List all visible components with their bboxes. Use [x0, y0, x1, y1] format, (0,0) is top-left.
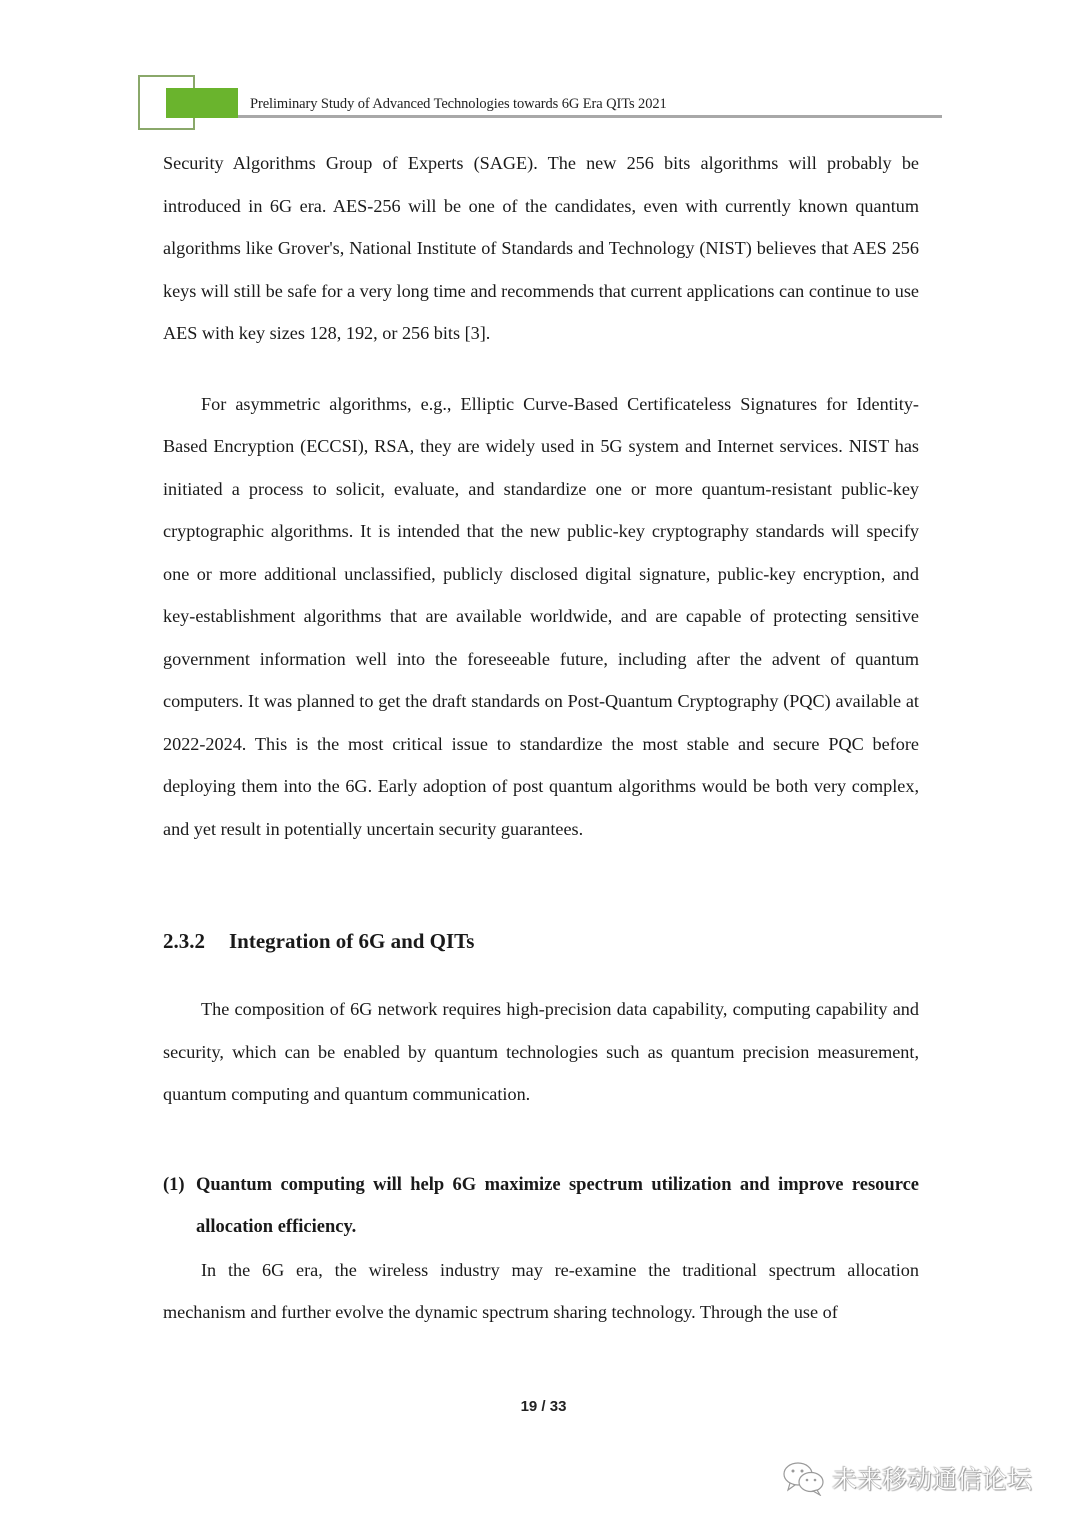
header-rule [238, 115, 942, 118]
wechat-icon [782, 1460, 826, 1496]
list-item-title: Quantum computing will help 6G maximize spectrum utilization and improve resource allocation efficiency. [196, 1174, 919, 1237]
section-heading [163, 920, 919, 962]
page-number: 19 / 33 [520, 1398, 567, 1415]
watermark [782, 1460, 1032, 1496]
section-number: 2.3.2 [163, 929, 205, 953]
list-item-number: (1) [163, 1174, 185, 1195]
header-logo-block [166, 88, 238, 118]
body-paragraph: For asymmetric algorithms, e.g., Elliptic Curve-Based Certificateless Signatures for Identity-Based Encryption (ECCSI), RSA, they are widely used in 5G system and Internet services. NIST has initiated a process to solicit, evaluate, and standardize one or more quantum-resistant public-key cryptographic algorithms. It is intended that the new public-key cryptography standards will specify one or more additional unclassified, publicly disclosed digital signature, public-key encryption, and key-establishment algorithms that are available worldwide, and are capable of protecting sensitive government information well into the foreseeable future, including after the advent of quantum computers. It was planned to get the draft standards on Post-Quantum Cryptography (PQC) available at 2022-2024. This is the most critical issue to standardize the most stable and secure PQC before deploying them into the 6G. Early adoption of post quantum algorithms would be both very complex, and yet result in potentially uncertain security guarantees. [163, 393, 919, 839]
page-body [163, 142, 919, 1334]
running-header-title: Preliminary Study of Advanced Technologies towards 6G Era QITs 2021 [250, 96, 667, 112]
body-paragraph: The composition of 6G network requires high-precision data capability, computing capability and security, which can be enabled by quantum technologies such as quantum precision measurement, quantum computing and quantum communication. [163, 999, 919, 1104]
body-paragraph: In the 6G era, the wireless industry may re-examine the traditional spectrum allocation mechanism and further evolve the dynamic spectrum sharing technology. Through the use of [163, 1259, 919, 1322]
watermark-text: 未来移动通信论坛 [832, 1465, 1033, 1494]
list-item-heading [163, 1164, 919, 1249]
section-title: Integration of 6G and QITs [229, 929, 475, 953]
body-paragraph: Security Algorithms Group of Experts (SAGE). The new 256 bits algorithms will probably be introduced in 6G era. AES-256 will be one of the candidates, even with currently known quantum algorithms like Grover's, National Institute of Standards and Technology (NIST) believes that AES 256 keys will still be safe for a very long time and recommends that current applications can continue to use AES with key sizes 128, 192, or 256 bits [3]. [163, 153, 919, 343]
